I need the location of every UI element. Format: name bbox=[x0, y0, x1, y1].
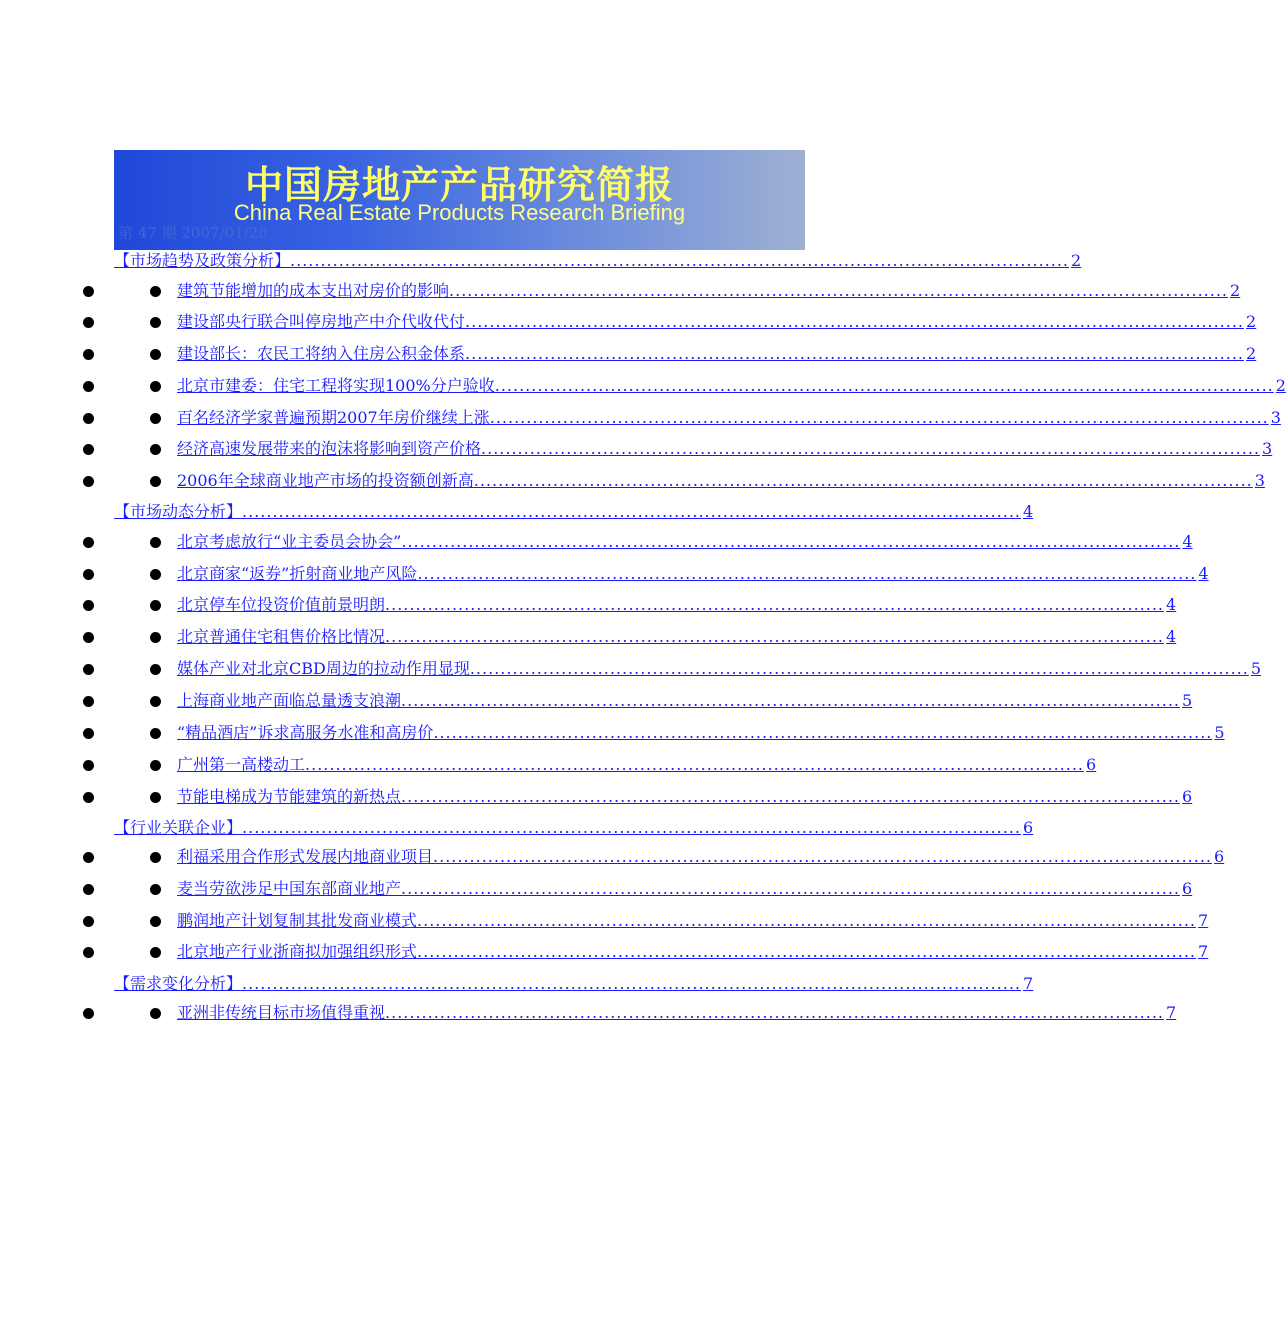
toc-page-number: 7 bbox=[1166, 1003, 1177, 1022]
bullet-icon bbox=[150, 664, 161, 675]
toc-entry-label: 北京停车位投资价值前景明朗 bbox=[177, 595, 386, 614]
bullet-icon bbox=[150, 317, 161, 328]
bullet-icon bbox=[150, 728, 161, 739]
toc-page-number: 4 bbox=[1166, 595, 1177, 614]
bullet-icon bbox=[150, 381, 161, 392]
toc-entry-label: 【市场趋势及政策分析】 bbox=[114, 251, 291, 270]
toc-entry-label: 广州第一高楼动工 bbox=[177, 755, 306, 774]
dot-leader: ................................................................................................................................ bbox=[401, 879, 1181, 898]
dot-leader: ................................................................................................................................ bbox=[465, 344, 1245, 363]
toc-page-number: 5 bbox=[1182, 691, 1193, 710]
bullet-icon bbox=[150, 537, 161, 548]
bullet-icon bbox=[83, 537, 94, 548]
dot-leader: ................................................................................................................................ bbox=[385, 627, 1165, 646]
toc-entry-label: 利福采用合作形式发展内地商业项目 bbox=[177, 847, 434, 866]
toc-entry-label: 【行业关联企业】 bbox=[114, 818, 243, 837]
bullet-icon bbox=[83, 381, 94, 392]
toc-item-link[interactable] bbox=[177, 374, 1286, 398]
dot-leader: ................................................................................................................................ bbox=[417, 942, 1197, 961]
toc-entry-label: 【需求变化分析】 bbox=[114, 974, 243, 993]
bullet-icon bbox=[83, 413, 94, 424]
dot-leader: ................................................................................................................................ bbox=[465, 312, 1245, 331]
bullet-icon bbox=[150, 413, 161, 424]
bullet-icon bbox=[83, 852, 94, 863]
toc-page-number: 6 bbox=[1182, 879, 1193, 898]
toc-item-link[interactable] bbox=[177, 877, 1193, 901]
toc-entry-label: 北京商家“返券”折射商业地产风险 bbox=[177, 564, 418, 583]
dot-leader: ................................................................................................................................ bbox=[489, 408, 1269, 427]
toc-page-number: 2 bbox=[1275, 376, 1286, 395]
toc-item-link[interactable] bbox=[177, 689, 1193, 713]
bullet-icon bbox=[83, 696, 94, 707]
dot-leader: ................................................................................................................................ bbox=[449, 281, 1229, 300]
dot-leader: ................................................................................................................................ bbox=[481, 439, 1261, 458]
toc-item-link[interactable] bbox=[177, 753, 1097, 777]
bullet-icon bbox=[150, 349, 161, 360]
toc-item-link[interactable] bbox=[177, 785, 1193, 809]
bullet-icon bbox=[83, 728, 94, 739]
bullet-icon bbox=[83, 569, 94, 580]
toc-entry-label: 鹏润地产计划复制其批发商业模式 bbox=[177, 911, 418, 930]
toc-item-link[interactable] bbox=[177, 625, 1177, 649]
toc-page-number: 3 bbox=[1262, 439, 1273, 458]
toc-entry-label: 2006年全球商业地产市场的投资额创新高 bbox=[177, 471, 474, 490]
title-cn: 中国房地产产品研究简报 bbox=[244, 163, 674, 207]
toc-entry-label: 北京普通住宅租售价格比情况 bbox=[177, 627, 386, 646]
bullet-icon bbox=[150, 476, 161, 487]
bullet-icon bbox=[150, 760, 161, 771]
dot-leader: ................................................................................................................................ bbox=[242, 502, 1022, 521]
toc-page-number: 4 bbox=[1198, 564, 1209, 583]
dot-leader: ................................................................................................................................ bbox=[417, 911, 1197, 930]
bullet-icon bbox=[150, 444, 161, 455]
dot-leader: ................................................................................................................................ bbox=[290, 251, 1070, 270]
toc-item-link[interactable] bbox=[177, 562, 1209, 586]
bullet-icon bbox=[150, 696, 161, 707]
bullet-icon bbox=[150, 569, 161, 580]
bullet-icon bbox=[150, 1008, 161, 1019]
bullet-icon bbox=[150, 286, 161, 297]
dot-leader: ................................................................................................................................ bbox=[469, 659, 1249, 678]
toc-page-number: 6 bbox=[1214, 847, 1225, 866]
dot-leader: ................................................................................................................................ bbox=[385, 595, 1165, 614]
dot-leader: ................................................................................................................................ bbox=[417, 564, 1197, 583]
toc-page-number: 6 bbox=[1182, 787, 1193, 806]
toc-page-number: 3 bbox=[1254, 471, 1265, 490]
dot-leader: ................................................................................................................................ bbox=[433, 723, 1213, 742]
bullet-icon bbox=[83, 600, 94, 611]
dot-leader: ................................................................................................................................ bbox=[401, 532, 1181, 551]
toc-item-link[interactable] bbox=[177, 721, 1225, 745]
toc-item-link[interactable] bbox=[177, 406, 1281, 430]
toc-page-number: 7 bbox=[1198, 942, 1209, 961]
bullet-icon bbox=[83, 1008, 94, 1019]
toc-page-number: 4 bbox=[1182, 532, 1193, 551]
toc-page-number: 5 bbox=[1214, 723, 1225, 742]
toc-entry-label: 北京市建委：住宅工程将实现100%分户验收 bbox=[177, 376, 495, 395]
toc-entry-label: 媒体产业对北京CBD周边的拉动作用显现 bbox=[177, 659, 470, 678]
dot-leader: ................................................................................................................................ bbox=[433, 847, 1213, 866]
toc-page-number: 6 bbox=[1023, 818, 1034, 837]
toc-entry-label: 麦当劳欲涉足中国东部商业地产 bbox=[177, 879, 402, 898]
toc-entry-label: 上海商业地产面临总量透支浪潮 bbox=[177, 691, 402, 710]
title-en: China Real Estate Products Research Briefing bbox=[233, 200, 686, 225]
toc-item-link[interactable] bbox=[177, 469, 1265, 493]
dot-leader: ................................................................................................................................ bbox=[242, 818, 1022, 837]
toc-item-link[interactable] bbox=[177, 279, 1241, 303]
bullet-icon bbox=[150, 916, 161, 927]
toc-page-number: 2 bbox=[1246, 312, 1257, 331]
bullet-icon bbox=[150, 600, 161, 611]
bullet-icon bbox=[83, 444, 94, 455]
toc-entry-label: 百名经济学家普遍预期2007年房价继续上涨 bbox=[177, 408, 490, 427]
toc-item-link[interactable] bbox=[177, 845, 1225, 869]
toc-section-link[interactable] bbox=[114, 816, 1034, 840]
bullet-icon bbox=[83, 792, 94, 803]
bullet-icon bbox=[150, 632, 161, 643]
toc-section-link[interactable] bbox=[114, 500, 1034, 524]
bullet-icon bbox=[150, 792, 161, 803]
dot-leader: ................................................................................................................................ bbox=[401, 787, 1181, 806]
dot-leader: ................................................................................................................................ bbox=[494, 376, 1274, 395]
bullet-icon bbox=[83, 664, 94, 675]
toc-item-link[interactable] bbox=[177, 657, 1262, 681]
issue-info: 第 47 期 2007/01/28 bbox=[118, 224, 268, 242]
toc-entry-label: 【市场动态分析】 bbox=[114, 502, 243, 521]
dot-leader: ................................................................................................................................ bbox=[385, 1003, 1165, 1022]
dot-leader: ................................................................................................................................ bbox=[473, 471, 1253, 490]
toc-page-number: 4 bbox=[1166, 627, 1177, 646]
bullet-icon bbox=[150, 852, 161, 863]
toc-item-link[interactable] bbox=[177, 940, 1209, 964]
toc-page-number: 2 bbox=[1230, 281, 1241, 300]
bullet-icon bbox=[83, 947, 94, 958]
toc-page-number: 5 bbox=[1250, 659, 1262, 678]
dot-leader: ................................................................................................................................ bbox=[242, 974, 1022, 993]
bullet-icon bbox=[83, 286, 94, 297]
toc-page-number: 7 bbox=[1023, 974, 1034, 993]
toc-page-number: 4 bbox=[1023, 502, 1034, 521]
toc-page-number: 2 bbox=[1246, 344, 1257, 363]
bullet-icon bbox=[83, 476, 94, 487]
bullet-icon bbox=[83, 884, 94, 895]
toc-entry-label: 建设部央行联合叫停房地产中介代收代付 bbox=[177, 312, 466, 331]
toc-entry-label: 节能电梯成为节能建筑的新热点 bbox=[177, 787, 402, 806]
bullet-icon bbox=[150, 947, 161, 958]
toc-item-link[interactable] bbox=[177, 593, 1177, 617]
bullet-icon bbox=[83, 632, 94, 643]
toc-page-number: 7 bbox=[1198, 911, 1209, 930]
bullet-icon bbox=[83, 317, 94, 328]
dot-leader: ................................................................................................................................ bbox=[305, 755, 1085, 774]
toc-entry-label: 经济高速发展带来的泡沫将影响到资产价格 bbox=[177, 439, 482, 458]
bullet-icon bbox=[150, 884, 161, 895]
toc-section-link[interactable] bbox=[114, 972, 1034, 996]
toc-item-link[interactable] bbox=[177, 909, 1209, 933]
toc-entry-label: 北京考虑放行“业主委员会协会” bbox=[177, 532, 402, 551]
toc-section-link[interactable] bbox=[114, 249, 1082, 273]
toc-item-link[interactable] bbox=[177, 1001, 1177, 1025]
toc-item-link[interactable] bbox=[177, 342, 1257, 366]
toc-entry-label: 建设部长：农民工将纳入住房公积金体系 bbox=[177, 344, 466, 363]
toc-entry-label: “精品酒店”诉求高服务水准和高房价 bbox=[177, 723, 434, 742]
toc-entry-label: 建筑节能增加的成本支出对房价的影响 bbox=[177, 281, 450, 300]
toc-item-link[interactable] bbox=[177, 530, 1193, 554]
toc-entry-label: 亚洲非传统目标市场值得重视 bbox=[177, 1003, 386, 1022]
toc-entry-label: 北京地产行业浙商拟加强组织形式 bbox=[177, 942, 418, 961]
toc-page-number: 6 bbox=[1086, 755, 1097, 774]
dot-leader: ................................................................................................................................ bbox=[401, 691, 1181, 710]
bullet-icon bbox=[83, 760, 94, 771]
bullet-icon bbox=[83, 916, 94, 927]
toc-item-link[interactable] bbox=[177, 437, 1273, 461]
toc-item-link[interactable] bbox=[177, 310, 1257, 334]
toc-page-number: 2 bbox=[1071, 251, 1082, 270]
toc-page-number: 3 bbox=[1270, 408, 1281, 427]
bullet-icon bbox=[83, 349, 94, 360]
